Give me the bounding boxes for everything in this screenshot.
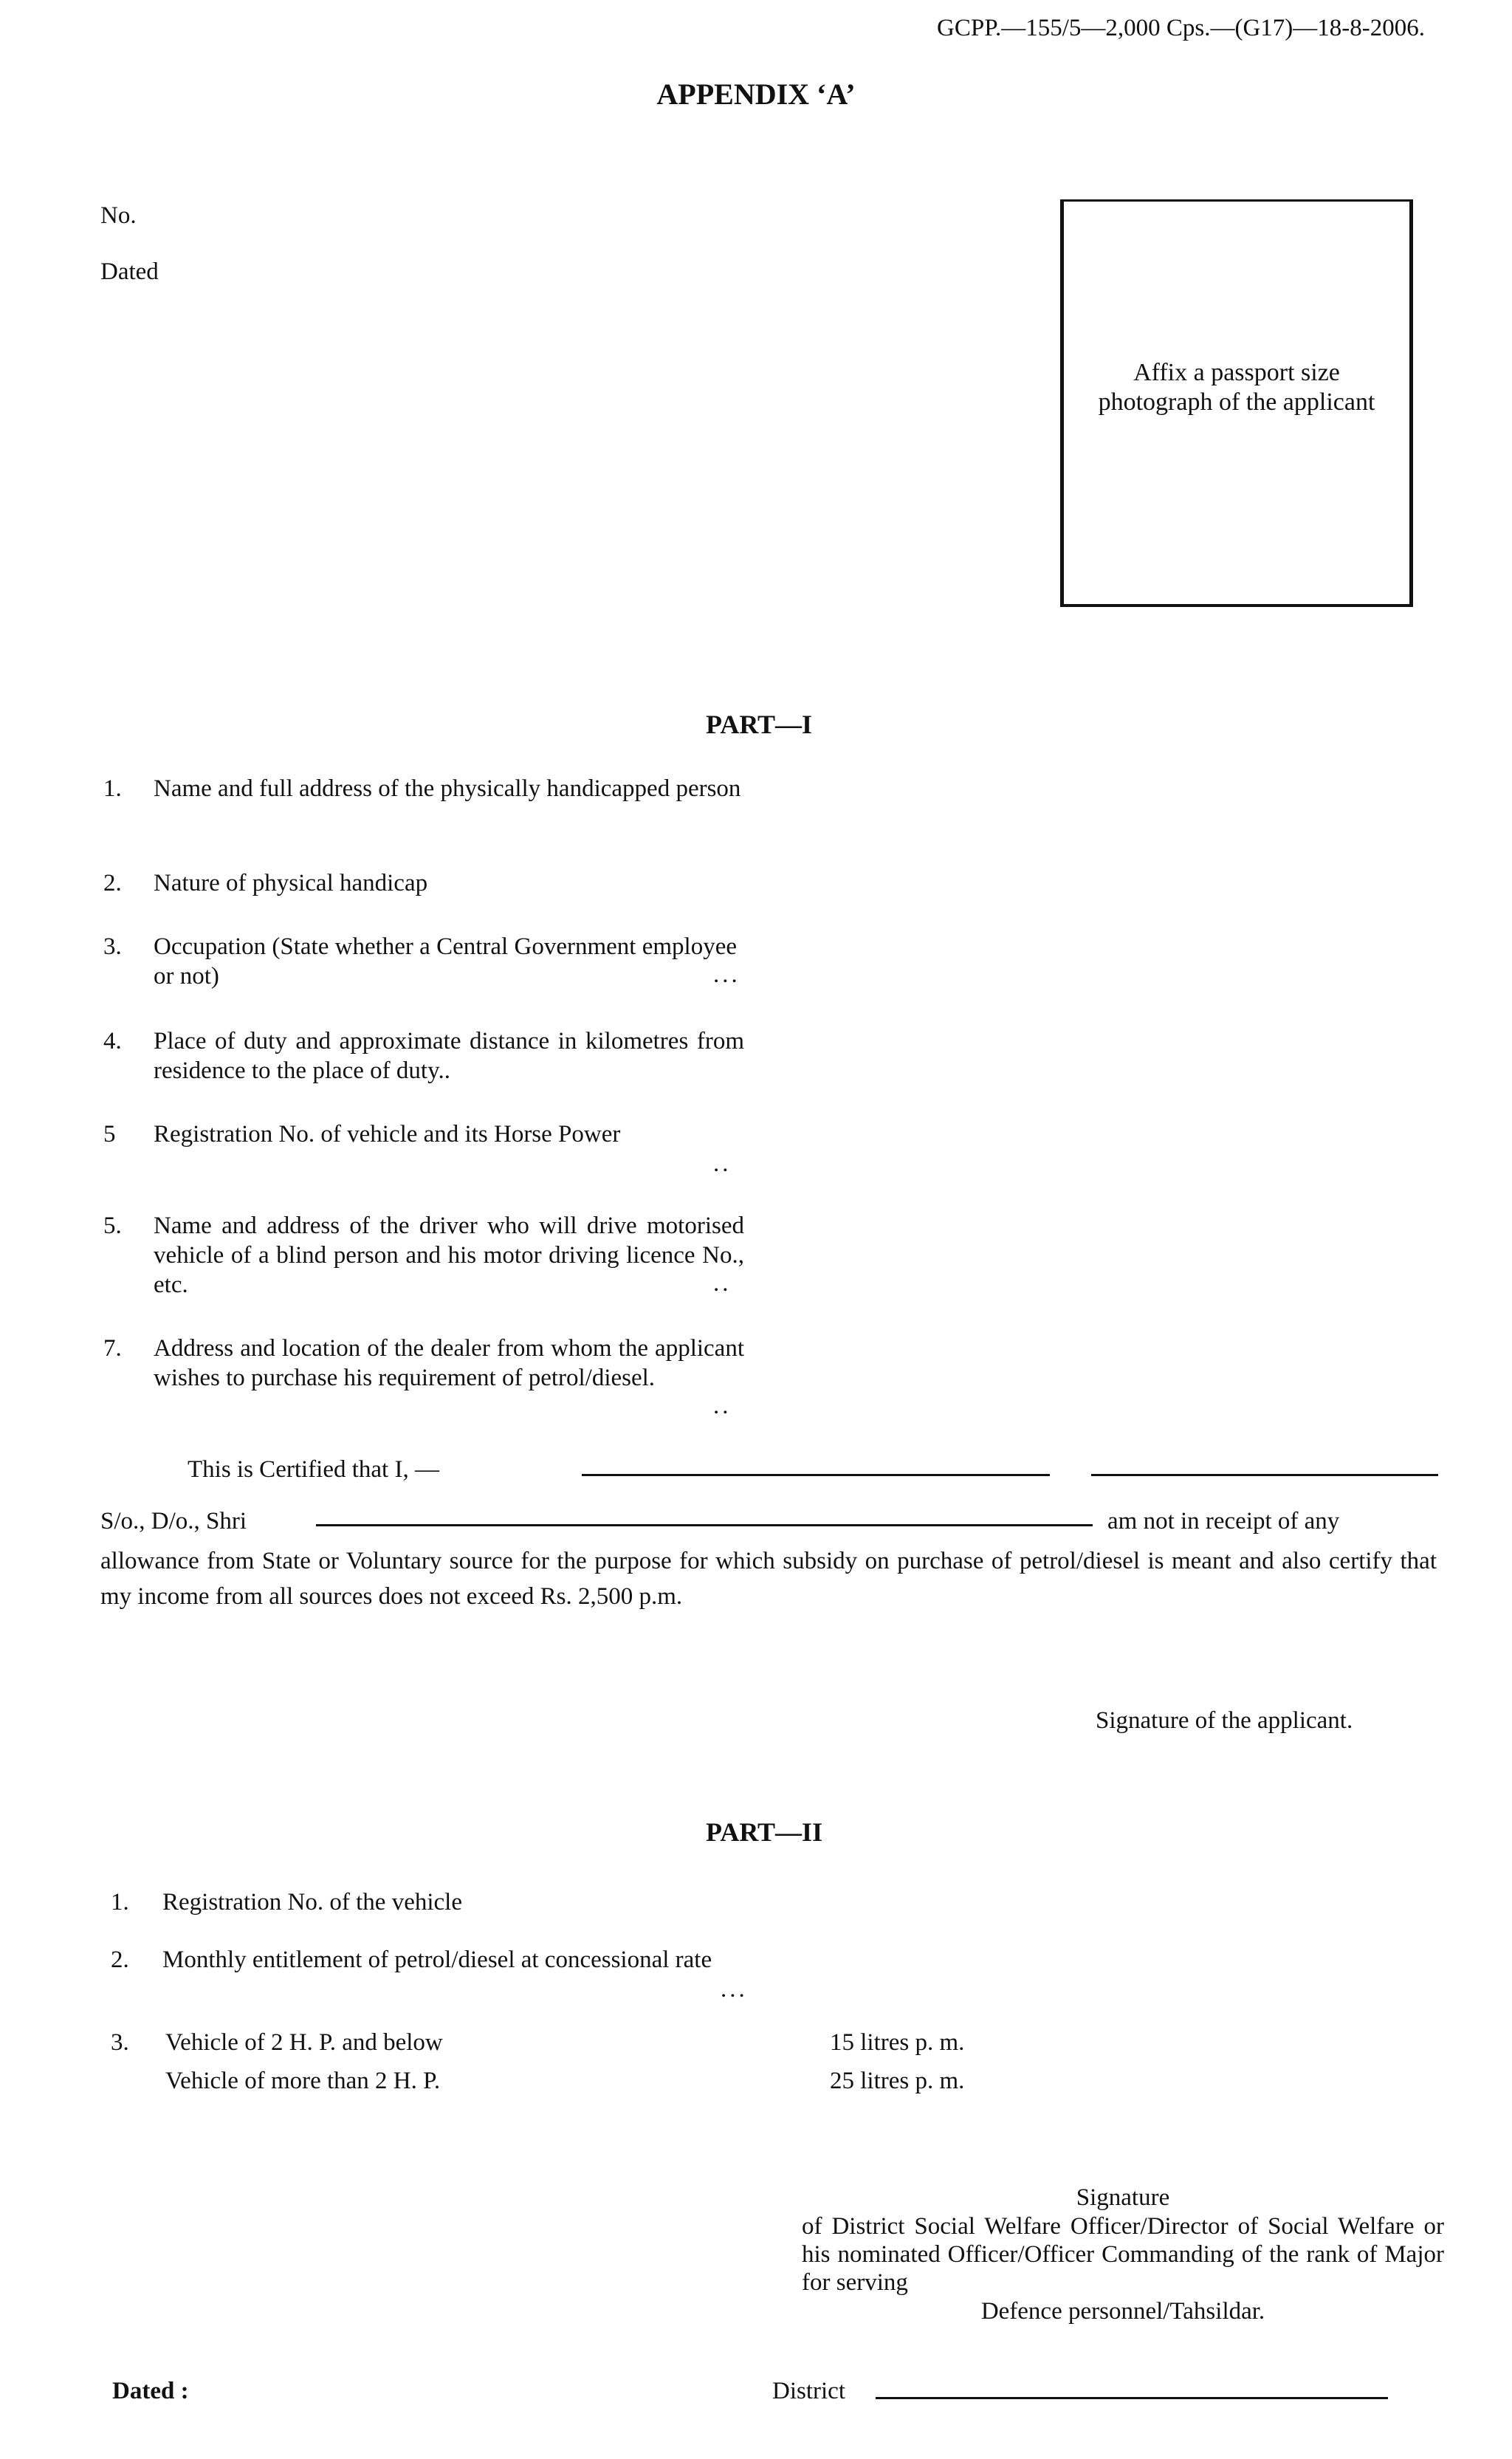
part1-item-number: 3. bbox=[103, 933, 122, 960]
part1-item-number: 2. bbox=[103, 870, 122, 896]
photo-instruction: Affix a passport size photograph of the applicant bbox=[1098, 359, 1375, 416]
name-blank-line bbox=[1091, 1474, 1438, 1476]
number-label: No. bbox=[100, 202, 137, 229]
part1-title: PART—I bbox=[706, 710, 813, 739]
certification-line: This is Certified that I, — bbox=[188, 1456, 439, 1483]
part2-item-number: 1. bbox=[111, 1889, 129, 1916]
part1-item-text: Registration No. of vehicle and its Horse Power bbox=[154, 1121, 621, 1148]
leader-dots: .. bbox=[713, 1270, 732, 1297]
vehicle-category-label: Vehicle of more than 2 H. P. bbox=[165, 2068, 441, 2094]
part1-item-number: 7. bbox=[103, 1335, 122, 1362]
leader-dots: ... bbox=[713, 961, 740, 988]
part2-item-text: Registration No. of the vehicle bbox=[162, 1889, 462, 1916]
part1-item-text: Occupation (State whether a Central Government employee or not) bbox=[154, 933, 737, 990]
fuel-entitlement-value: 25 litres p. m. bbox=[830, 2068, 965, 2094]
name-blank-line bbox=[582, 1474, 1050, 1476]
part2-dated-label: Dated : bbox=[112, 2378, 189, 2404]
part2-title: PART—II bbox=[706, 1817, 823, 1847]
part1-item-text: Name and address of the driver who will drive motorised vehicle of a blind person and his motor driving licence No., etc. bbox=[154, 1213, 744, 1298]
leader-dots: .. bbox=[713, 1393, 732, 1419]
part1-item-text: Address and location of the dealer from whom the applicant wishes to purchase his requirement of petrol/diesel. bbox=[154, 1335, 744, 1391]
photo-box bbox=[1060, 199, 1413, 607]
applicant-signature-label: Signature of the applicant. bbox=[1096, 1707, 1353, 1734]
page-title: APPENDIX ‘A’ bbox=[656, 78, 856, 111]
part2-item-text: Monthly entitlement of petrol/diesel at concessional rate bbox=[162, 1947, 712, 1973]
receipt-clause: am not in receipt of any bbox=[1107, 1508, 1340, 1534]
part1-item-text: Nature of physical handicap bbox=[154, 870, 428, 896]
vehicle-category-label: Vehicle of 2 H. P. and below bbox=[165, 2029, 443, 2056]
part1-item-number: 5. bbox=[103, 1213, 122, 1239]
district-label: District bbox=[772, 2378, 845, 2404]
relation-label: S/o., D/o., Shri bbox=[100, 1508, 247, 1534]
officer-signature-description: of District Social Welfare Officer/Director of Social Welfare or his nominated Officer/Officer Commanding of the rank of Major for serving bbox=[802, 2213, 1444, 2296]
dated-label: Dated bbox=[100, 258, 159, 285]
part1-item-text: Place of duty and approximate distance in kilometres from residence to the place of duty.. bbox=[154, 1028, 744, 1084]
certification-body: allowance from State or Voluntary source for the purpose for which subsidy on purchase of petrol/diesel is meant and also certify that my income from all sources does not exceed Rs. 2,500 p.m. bbox=[100, 1548, 1437, 1610]
leader-dots: .. bbox=[713, 1150, 732, 1177]
officer-signature-title: Signature bbox=[1076, 2184, 1170, 2211]
part2-item-number: 2. bbox=[111, 1947, 129, 1973]
part1-item-text: Name and full address of the physically handicapped person bbox=[154, 775, 741, 802]
part1-item-number: 1. bbox=[103, 775, 122, 802]
district-blank-line bbox=[876, 2397, 1388, 2399]
document-reference: GCPP.—155/5—2,000 Cps.—(G17)—18-8-2006. bbox=[937, 15, 1425, 41]
fuel-entitlement-value: 15 litres p. m. bbox=[830, 2029, 965, 2056]
officer-signature-last-line: Defence personnel/Tahsildar. bbox=[980, 2298, 1265, 2325]
part2-item-number: 3. bbox=[111, 2029, 129, 2056]
part1-item-number: 4. bbox=[103, 1028, 122, 1054]
parent-name-blank-line bbox=[316, 1524, 1093, 1526]
leader-dots: ... bbox=[721, 1976, 748, 2003]
part1-item-number: 5 bbox=[103, 1121, 116, 1148]
